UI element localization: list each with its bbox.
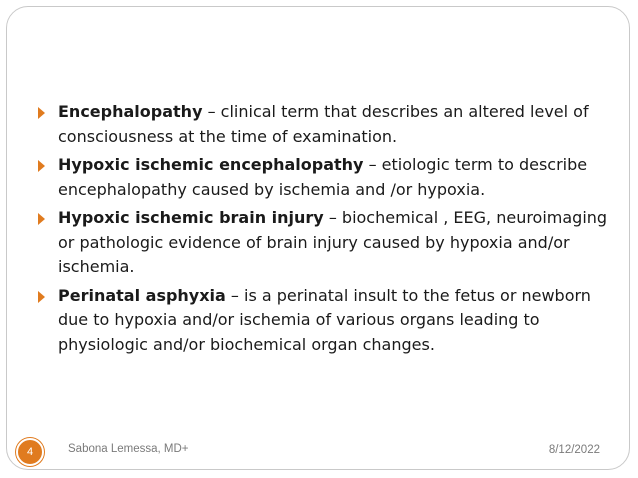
bullet-item-perinatal-asphyxia (36, 284, 626, 358)
bullet-term: Perinatal asphyxia (58, 285, 226, 305)
bullet-description: – biochemical , EEG, neuroimaging or pathologic evidence of brain injury caused by hypoxia and/or ischemia. (58, 208, 608, 276)
bullet-description: – is a perinatal insult to the fetus or newborn due to hypoxia and/or ischemia of various organs leading to physiologic and/or biochemical organ changes. (58, 285, 591, 354)
bullet-term: Hypoxic ischemic encephalopathy (58, 155, 364, 174)
bullet-item-hie (36, 153, 626, 202)
triangle-bullet-icon (38, 160, 45, 172)
bullet-term: Encephalopathy (58, 102, 203, 121)
bullet-description: – etiologic term to describe encephalopathy caused by ischemia and /or hypoxia. (58, 155, 588, 199)
bullet-list (36, 100, 626, 361)
triangle-bullet-icon (38, 291, 45, 303)
bullet-item-encephalopathy (36, 100, 626, 149)
bullet-description: – clinical term that describes an altered level of consciousness at the time of examination. (58, 102, 589, 146)
bullet-item-brain-injury (36, 206, 626, 280)
bullet-term: Hypoxic ischemic brain injury (58, 208, 324, 227)
footer-date: 8/12/2022 (548, 444, 600, 456)
footer-author: Sabona Lemessa, MD+ (68, 443, 189, 455)
page-number-badge: 4 (16, 438, 44, 466)
triangle-bullet-icon (38, 107, 45, 119)
triangle-bullet-icon (38, 213, 45, 225)
